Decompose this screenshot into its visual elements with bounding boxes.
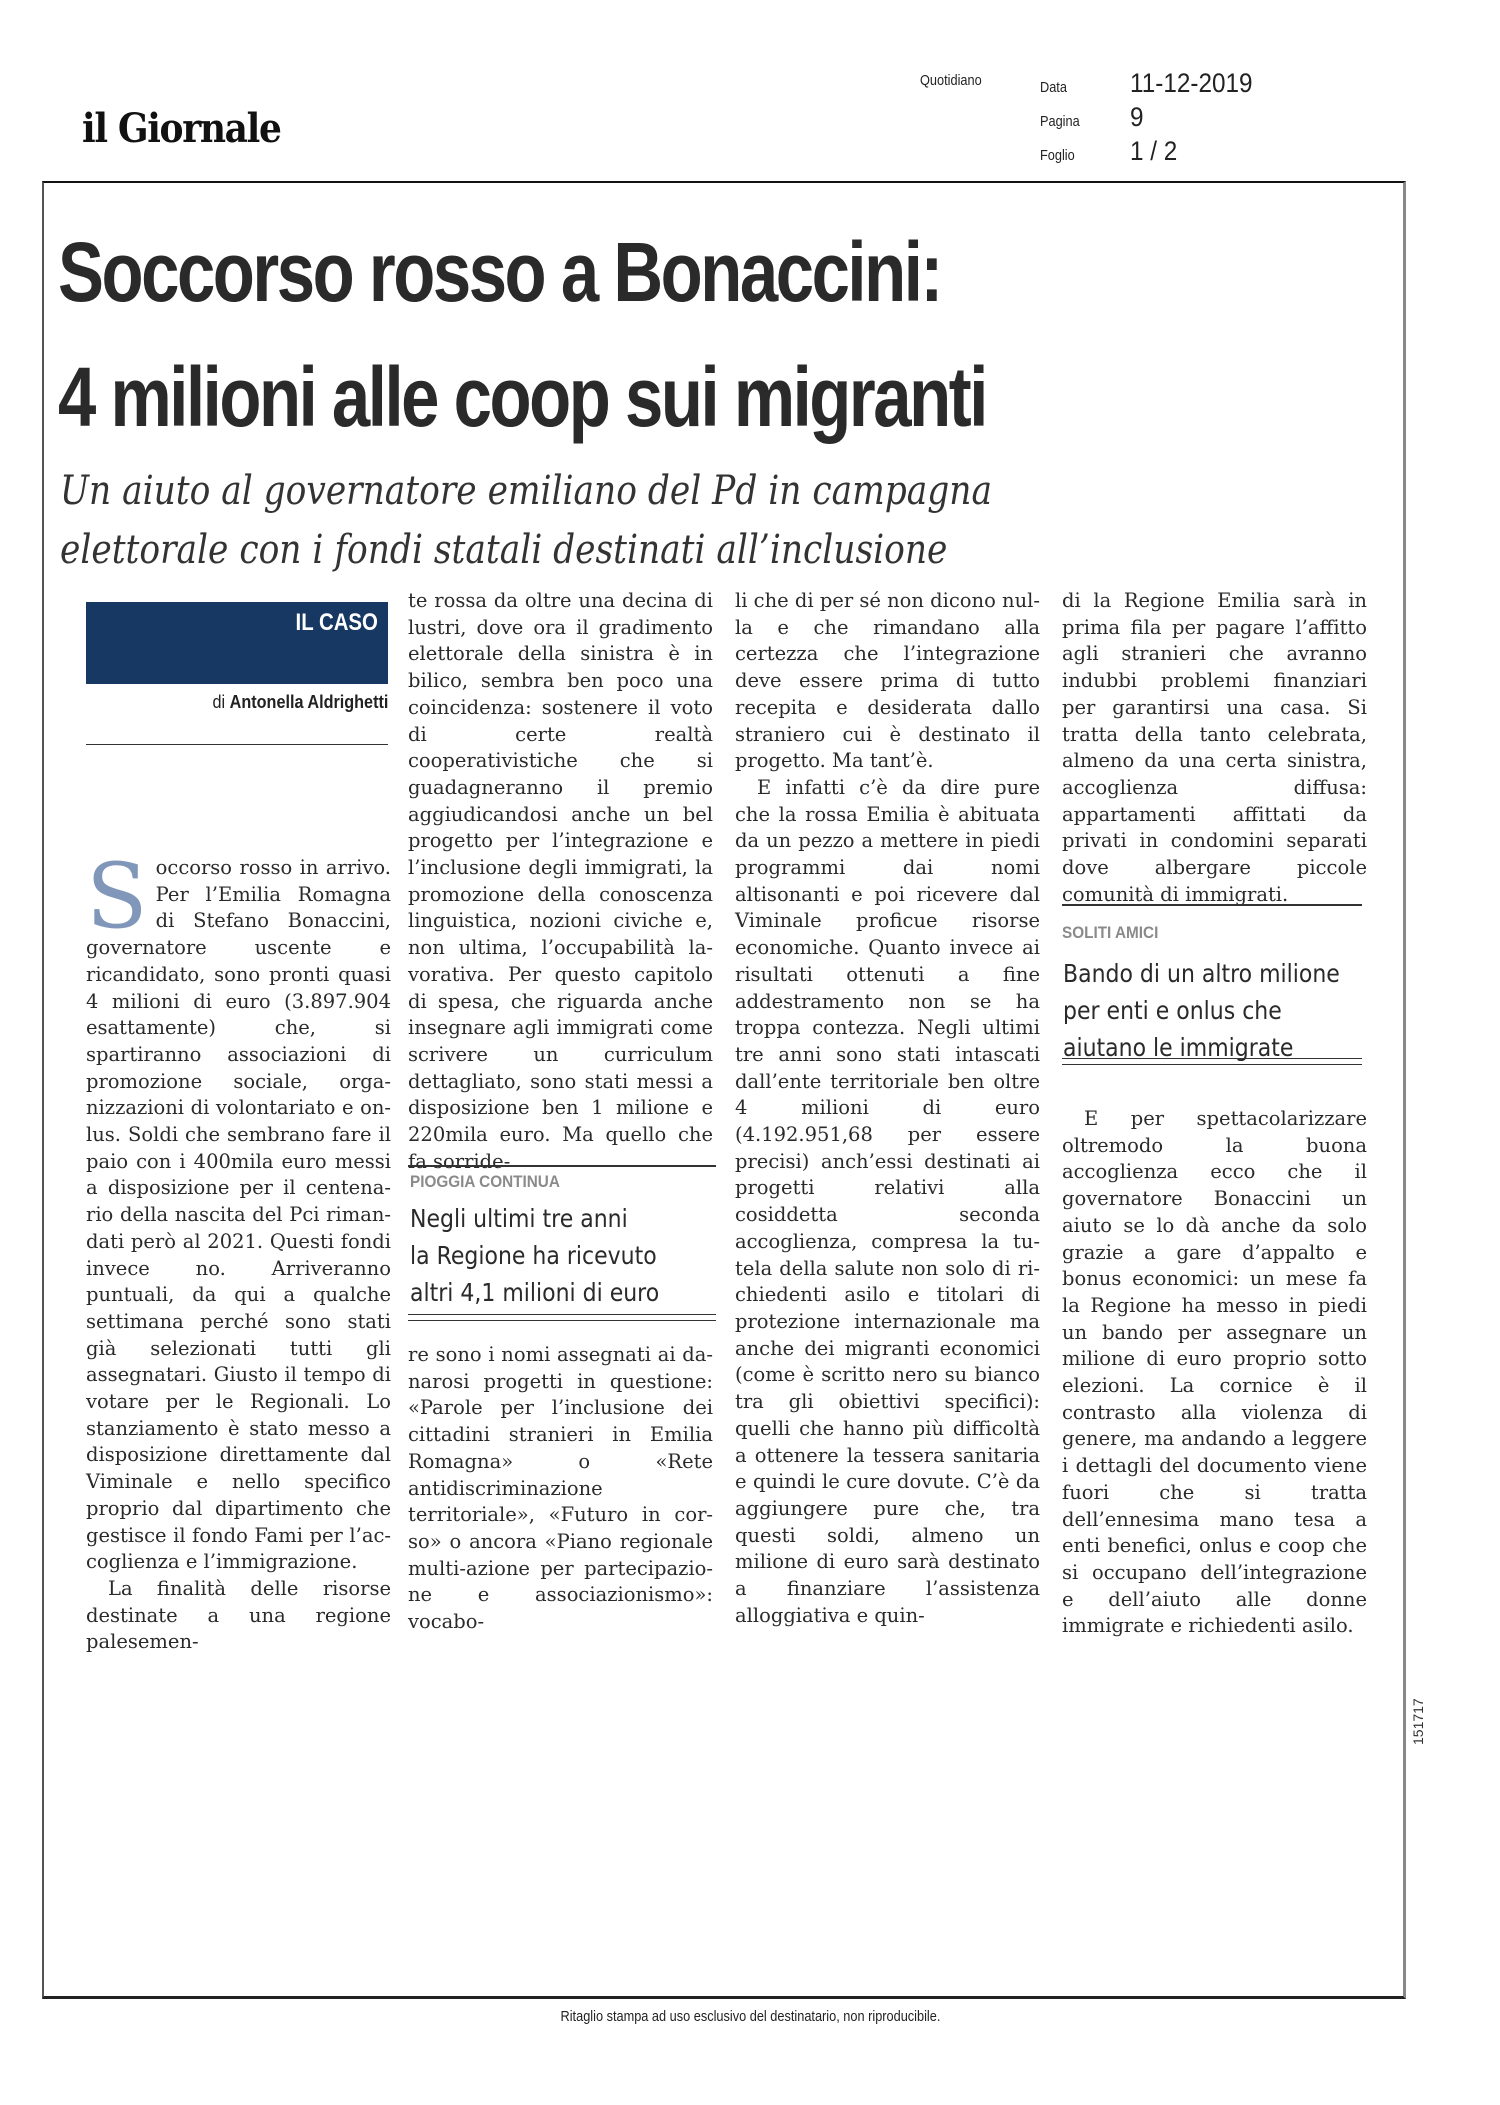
article-column-3 <box>735 588 1040 1629</box>
meta-date <box>1040 68 1266 99</box>
byline-author: Antonella Aldrighetti <box>229 692 388 712</box>
article-column-4-bottom <box>1062 1106 1367 1640</box>
box2-kicker: SOLITI AMICI <box>1062 923 1159 942</box>
subheadline-line-1: Un aiuto al governatore emiliano del Pd in campagna <box>60 468 992 514</box>
meta-date-value: 11-12-2019 <box>1130 68 1253 98</box>
meta-sheet-value: 1 / 2 <box>1130 136 1178 166</box>
byline <box>212 692 388 713</box>
box1-bottom-rule-1 <box>408 1314 716 1315</box>
section-label: IL CASO <box>295 609 378 636</box>
box1-headline: Negli ultimi tre anni la Regione ha ricevuto altri 4,1 milioni di euro <box>410 1204 660 1307</box>
paragraph: E infatti c’è da dire pure che la rossa Emilia è abituata da un pezzo a mettere in piedi programmi dai nomi altisonanti e poi ricevere dal Viminale proficue risorse economiche. Quanto invece ai risultati ottenuti a fine addestramento non se ha troppa contezza. Negli ultimi tre anni sono stati intascati dall’ente territoriale ben oltre 4 milioni di euro (4.192.951,68 per essere precisi) anch’essi destinati ai progetti relativi alla cosiddetta seconda accoglienza, compresa la tutela della salute non solo di richiedenti asilo e titolari di protezione internazionale ma anche dei migranti economici (come è scritto nero su bianco tra gli obiettivi specifici): quelli che hanno più difficoltà a ottenere la tessera sanitaria e quindi le cure dovute. C’è da aggiungere pure che, tra questi soldi, almeno un milione di euro sarà destinato a finanziare l’assistenza alloggiativa e quin- <box>735 775 1040 1627</box>
subheadline-line-2: elettorale con i fondi statali destinati all’inclusione <box>60 527 948 573</box>
meta-page <box>1040 102 1145 133</box>
meta-page-value: 9 <box>1130 102 1144 132</box>
meta-page-label: Pagina <box>1040 113 1080 130</box>
headline <box>58 210 1157 460</box>
headline-line-2: 4 milioni alle coop sui migranti <box>58 350 986 444</box>
byline-prefix: di <box>212 692 225 712</box>
publication-type: Quotidiano <box>920 72 982 89</box>
article-column-4-top <box>1062 588 1367 908</box>
subheadline <box>60 462 992 580</box>
article-column-2-top <box>408 588 713 1175</box>
article-column-2-bottom <box>408 1342 713 1636</box>
box2-bottom-rule-2 <box>1062 1064 1362 1065</box>
clipping-code: 151717 <box>1410 1698 1426 1745</box>
paragraph: di la Regione Emilia sarà in prima fila per pagare l’affitto agli stranieri che avranno indubbi problemi finanziari per garantirsi una casa. Si tratta della tanto celebrata, almeno da una certa sinistra, accoglienza diffusa: appartamenti affittati da privati in condomini separati dove albergare piccole comunità di immigrati. <box>1062 589 1367 906</box>
meta-sheet-label: Foglio <box>1040 147 1075 164</box>
paragraph: E per spettacolarizzare oltremodo la buona accoglienza ecco che il governatore Bonaccini un aiuto se lo dà anche da solo grazie a gare d’appalto e bonus economici: un mese fa la Regione ha messo in piedi un bando per assegnare un milione di euro proprio sotto elezioni. La cornice è il contrasto alla violenza di genere, ma andando a leggere i dettagli del documento viene fuori che si tratta dell’ennesima mano tesa a enti benefici, onlus e coop che si occupano dell’integrazione e dell’aiuto alle donne immigrate e richiedenti asilo. <box>1062 1107 1367 1638</box>
box1-top-rule <box>408 1165 716 1167</box>
box1-bottom-rule-2 <box>408 1320 716 1321</box>
meta-sheet <box>1040 136 1183 167</box>
footer-disclaimer: Ritaglio stampa ad uso esclusivo del destinatario, non riproducibile. <box>560 2008 940 2025</box>
box2-bottom-rule-1 <box>1062 1058 1362 1059</box>
dropcap: S <box>86 844 148 949</box>
meta-date-label: Data <box>1040 79 1067 96</box>
paragraph: re sono i nomi assegnati ai danarosi progetti in questione: «Parole per l’inclusione dei cittadini stranieri in Emilia Romagna» o «Rete antidiscriminazione territoriale», «Futuro in corso» o ancora «Piano regionale multi-azione per partecipazione e associazionismo»: vocabo- <box>408 1343 713 1634</box>
article-column-1 <box>86 844 391 1656</box>
headline-line-1: Soccorso rosso a Bonaccini: <box>58 225 941 319</box>
paragraph: te rossa da oltre una decina di lustri, dove ora il gradimento elettorale della sinistra è in bilico, sembra ben poco una coincidenza: sostenere il voto di certe realtà cooperativistiche che si guadagneranno il premio aggiudicandosi anche un bel progetto per l’integrazione e l’inclusione degli immigrati, la promozione della conoscenza linguistica, nozioni civiche e, non ultima, l’occupabilità lavorativa. Per questo capitolo di spesa, che riguarda anche insegnare agli immigrati come scrivere un curriculum dettagliato, sono stati messi a disposizione ben 1 milione e 220mila euro. Ma quello che fa sorride- <box>408 589 713 1173</box>
paragraph: li che di per sé non dicono nulla e che rimandano alla certezza che l’integrazione deve essere prima di tutto recepita e desiderata dallo straniero cui è destinato il progetto. Ma tant’è. <box>735 589 1040 773</box>
paragraph: Soccorso rosso in arrivo. Per l’Emilia Romagna di Stefano Bonaccini, governatore uscente e ricandidato, sono pronti quasi 4 milioni di euro (3.897.904 esattamente) che, si spartiranno associazioni di promozione sociale, organizzazioni di volontariato e onlus. Soldi che sembrano fare il paio con i 400mila euro messi a disposizione per il centenario della nascita del Pci rimandati però al 2021. Questi fondi invece no. Arriveranno puntuali, da qui a qualche settimana perché sono stati già selezionati tutti gli assegnatari. Giusto il tempo di votare per le Regionali. Lo stanziamento è stato messo a disposizione direttamente dal Viminale e nello specifico proprio dal dipartimento che gestisce il fondo Fami per l’accoglienza e l’immigrazione. <box>86 844 391 1574</box>
box2-headline: Bando di un altro milione per enti e onlus che aiutano le immigrate <box>1063 959 1340 1062</box>
section-label-box <box>86 602 388 684</box>
box2-top-rule <box>1062 904 1362 906</box>
newspaper-logo: il Giornale <box>82 105 281 152</box>
box1-kicker: PIOGGIA CONTINUA <box>410 1172 560 1191</box>
paragraph: La finalità delle risorse destinate a una regione palesemen- <box>86 1576 391 1654</box>
byline-divider <box>86 744 388 745</box>
